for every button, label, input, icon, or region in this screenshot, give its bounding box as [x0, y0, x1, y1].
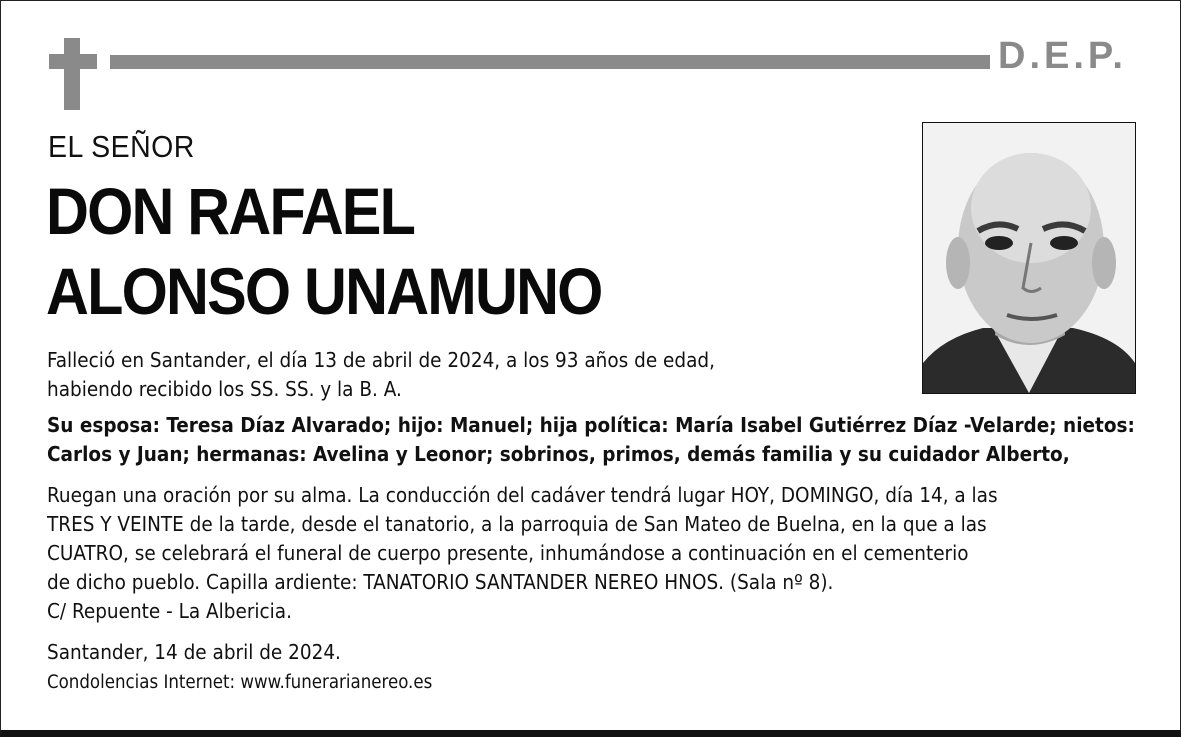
- deceased-name-line2: ALONSO UNAMUNO: [46, 254, 602, 328]
- header-rule: [110, 55, 990, 69]
- cross-horizontal: [49, 54, 97, 69]
- family-line2: Carlos y Juan; hermanas: Avelina y Leonor; sobrinos, primos, demás familia y su cuidador Alberto,: [47, 442, 1070, 466]
- death-notice-line1: Falleció en Santander, el día 13 de abril de 2024, a los 93 años de edad,: [47, 348, 715, 372]
- death-notice-line2: habiendo recibido los SS. SS. y la B. A.: [47, 377, 402, 401]
- condolences-link[interactable]: Condolencias Internet: www.funerarianereo.es: [47, 672, 433, 693]
- honorific: EL SEÑOR: [48, 129, 195, 164]
- service-line1: Ruegan una oración por su alma. La conducción del cadáver tendrá lugar HOY, DOMINGO, día 14, a las: [47, 483, 998, 507]
- service-line3: CUATRO, se celebrará el funeral de cuerpo presente, inhumándose a continuación en el cementerio: [47, 541, 969, 565]
- family-line1: Su esposa: Teresa Díaz Alvarado; hijo: Manuel; hija política: María Isabel Gutiérrez Díaz -Velarde; nietos:: [47, 413, 1135, 437]
- deceased-name-line1: DON RAFAEL: [46, 174, 415, 248]
- service-line5: C/ Repuente - La Albericia.: [47, 599, 292, 623]
- service-line2: TRES Y VEINTE de la tarde, desde el tanatorio, a la parroquia de San Mateo de Buelna, en la que a las: [47, 512, 987, 536]
- service-line4: de dicho pueblo. Capilla ardiente: TANATORIO SANTANDER NEREO HNOS. (Sala nº 8).: [47, 570, 834, 594]
- cross-vertical: [64, 38, 80, 110]
- notice-date: Santander, 14 de abril de 2024.: [47, 640, 341, 664]
- dep-heading: D.E.P.: [998, 35, 1127, 77]
